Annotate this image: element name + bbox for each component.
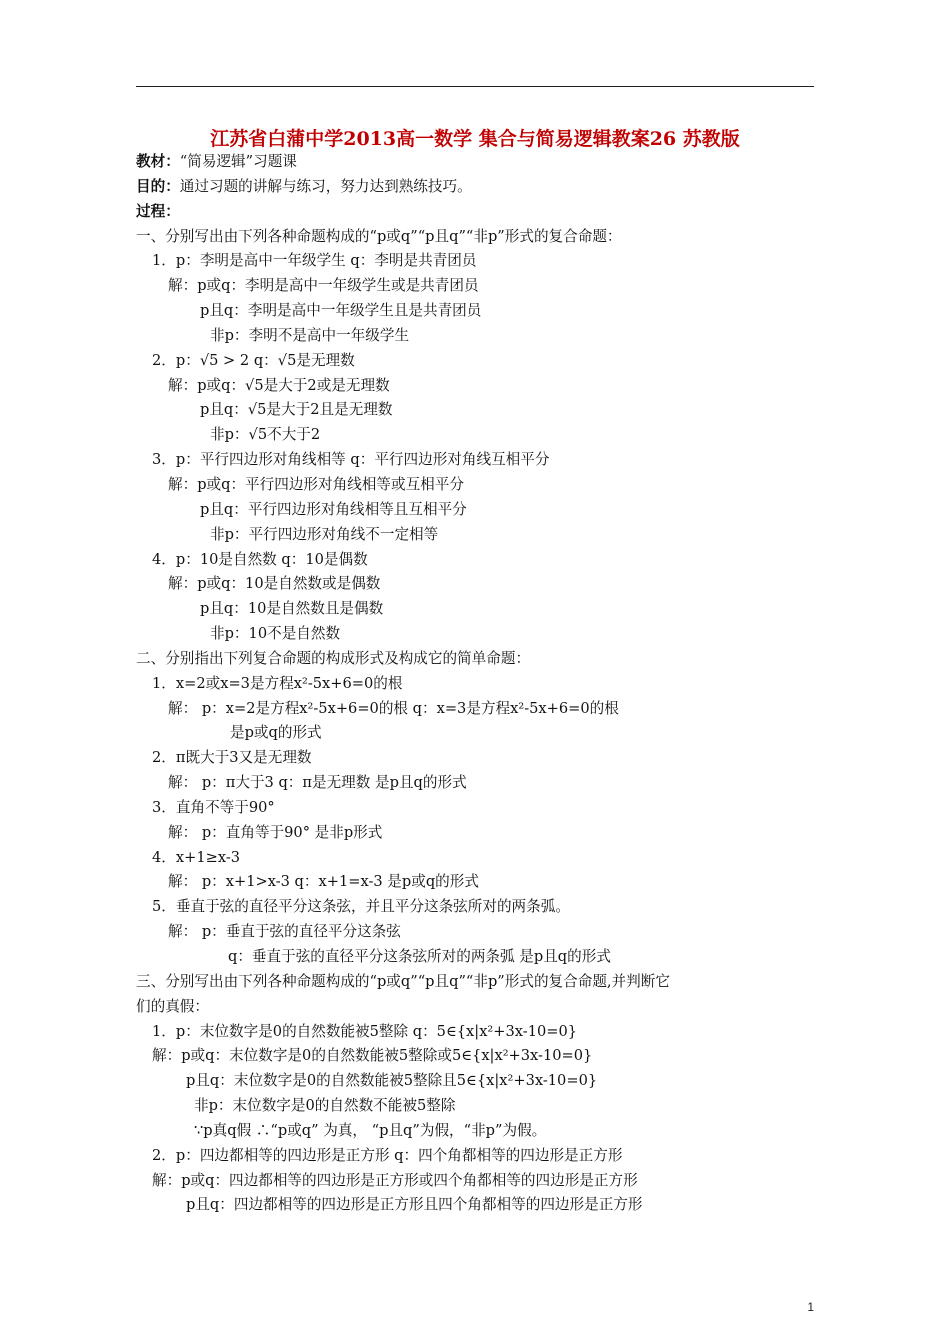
text-line: 解：p或q：李明是高中一年级学生或是共青团员 [168, 277, 479, 295]
document-body [136, 150, 816, 1218]
page-title: 江苏省白蒲中学2013高一数学 集合与简易逻辑教案26 苏教版 [210, 128, 740, 150]
text-line: 解： p：x=2是方程x²-5x+6=0的根 q：x=3是方程x²-5x+6=0的根 [168, 699, 619, 717]
purpose-value: 通过习题的讲解与练习，努力达到熟练技巧。 [179, 177, 472, 195]
textbook-label: 教材： [136, 153, 180, 170]
text-line: 非p：10不是自然数 [210, 625, 341, 643]
text-line: 三、分别写出由下列各种命题构成的“p或q”“p且q”“非p”形式的复合命题,并判断它 [136, 972, 670, 990]
purpose-label: 目的： [136, 177, 180, 195]
text-line: p且q：李明是高中一年级学生且是共青团员 [200, 302, 482, 320]
text-line: p且q：四边都相等的四边形是正方形且四个角都相等的四边形是正方形 [186, 1196, 643, 1214]
text-line: 解：p或q：√5是大于2或是无理数 [168, 376, 390, 394]
text-line: 解： p：垂直于弦的直径平分这条弦 [168, 923, 401, 941]
text-line: 2．p：四边都相等的四边形是正方形 q：四个角都相等的四边形是正方形 [152, 1146, 623, 1164]
text-line: 4．x+1≥x-3 [152, 848, 241, 866]
text-line: 解： p：直角等于90° 是非p形式 [168, 823, 383, 841]
text-line: 一、分别写出由下列各种命题构成的“p或q”“p且q”“非p”形式的复合命题： [136, 227, 622, 245]
text-line: 2．π既大于3又是无理数 [152, 749, 312, 767]
text-line: p且q：10是自然数且是偶数 [200, 600, 384, 618]
text-line: q：垂直于弦的直径平分这条弦所对的两条弧 是p且q的形式 [228, 948, 611, 965]
text-line: 4．p：10是自然数 q：10是偶数 [152, 550, 368, 568]
textbook-line [136, 150, 816, 175]
text-line: 3．直角不等于90° [152, 798, 275, 816]
text-line: 们的真假： [136, 997, 209, 1015]
text-line: 5．垂直于弦的直径平分这条弦，并且平分这条弦所对的两条弧。 [152, 898, 570, 916]
text-line: 解：p或q：平行四边形对角线相等或互相平分 [168, 475, 464, 493]
header-rule [136, 86, 814, 87]
text-line: p且q：√5是大于2且是无理数 [200, 401, 393, 419]
text-line: 1．p：末位数字是0的自然数能被5整除 q：5∈{x|x²+3x-10=0} [152, 1022, 578, 1040]
text-line: 非p：平行四边形对角线不一定相等 [210, 525, 439, 543]
text-line: 二、分别指出下列复合命题的构成形式及构成它的简单命题： [136, 649, 531, 667]
text-line: 2．p：√5 > 2 q：√5是无理数 [152, 351, 355, 369]
purpose-line [136, 175, 816, 200]
text-line: 1．p：李明是高中一年级学生 q：李明是共青团员 [152, 252, 477, 270]
process-label: 过程： [136, 202, 180, 220]
process-line [136, 200, 816, 225]
text-line: 非p：末位数字是0的自然数不能被5整除 [194, 1097, 456, 1115]
text-line: 3．p：平行四边形对角线相等 q：平行四边形对角线互相平分 [152, 451, 550, 469]
text-line: ∵p真q假 ∴“p或q” 为真， “p且q”为假，“非p”为假。 [194, 1121, 547, 1139]
textbook-value: “简易逻辑”习题课 [179, 153, 297, 170]
page-number: 1 [807, 1300, 814, 1314]
text-line: 解： p：x+1>x-3 q：x+1=x-3 是p或q的形式 [168, 873, 479, 891]
text-line: 是p或q的形式 [230, 724, 322, 742]
text-line: 非p：√5不大于2 [210, 426, 321, 444]
text-line: 1．x=2或x=3是方程x²-5x+6=0的根 [152, 674, 403, 692]
text-line: p且q：末位数字是0的自然数能被5整除且5∈{x|x²+3x-10=0} [186, 1072, 598, 1090]
text-line: p且q：平行四边形对角线相等且互相平分 [200, 500, 467, 518]
text-line: 非p：李明不是高中一年级学生 [210, 326, 410, 344]
text-line: 解：p或q：四边都相等的四边形是正方形或四个角都相等的四边形是正方形 [152, 1171, 638, 1189]
text-line: 解： p：π大于3 q：π是无理数 是p且q的形式 [168, 774, 467, 792]
text-line: 解：p或q：末位数字是0的自然数能被5整除或5∈{x|x²+3x-10=0} [152, 1047, 593, 1065]
text-line: 解：p或q：10是自然数或是偶数 [168, 575, 381, 593]
exercise-lines [136, 225, 816, 1219]
